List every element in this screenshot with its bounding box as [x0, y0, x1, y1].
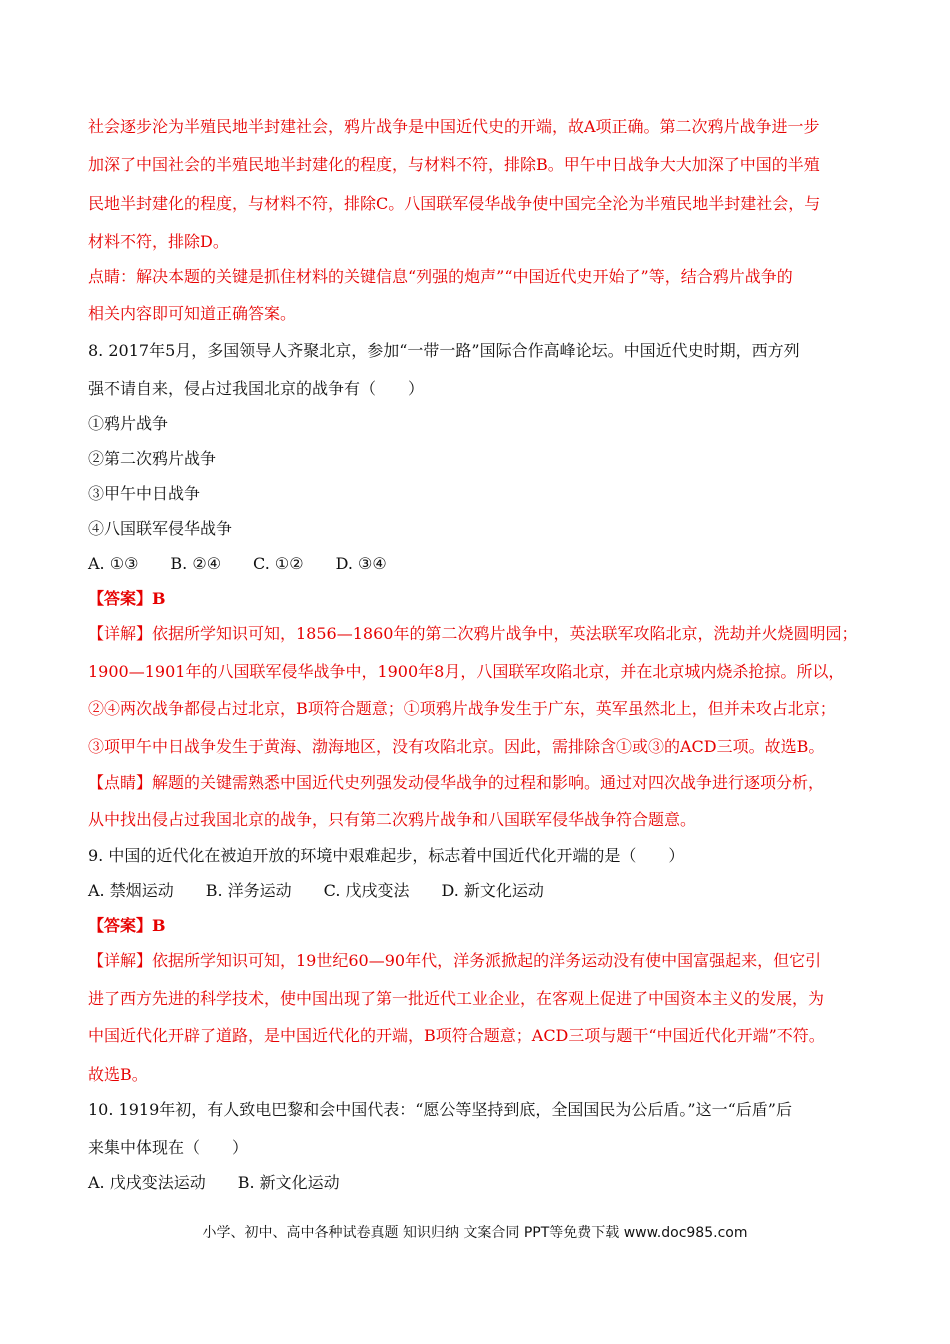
- remark-line: 相关内容即可知道正确答案。: [88, 304, 297, 323]
- question-10-options: A. 戊戌变法运动 B. 新文化运动: [88, 1173, 340, 1192]
- question-9-options: A. 禁烟运动 B. 洋务运动 C. 戊戌变法 D. 新文化运动: [88, 881, 544, 900]
- question-8-stem: 强不请自来，侵占过我国北京的战争有（ ）: [88, 379, 425, 398]
- explanation-line: 民地半封建化的程度，与材料不符，排除C。八国联军侵华战争使中国完全沦为半殖民地半封建社会，与: [88, 194, 821, 213]
- question-8-item: ④八国联军侵华战争: [88, 519, 233, 538]
- question-8-remark: 【点睛】解题的关键需熟悉中国近代史列强发动侵华战争的过程和影响。通过对四次战争进行逐项分析，: [88, 773, 825, 792]
- question-8-options: A. ①③ B. ②④ C. ①② D. ③④: [88, 554, 387, 573]
- question-9-stem: 9. 中国的近代化在被迫开放的环境中艰难起步，标志着中国近代化开端的是（ ）: [88, 846, 685, 865]
- question-9-detail: 进了西方先进的科学技术，使中国出现了第一批近代工业企业，在客观上促进了中国资本主义的发展，为: [88, 989, 825, 1008]
- question-8-item: ③甲午中日战争: [88, 484, 201, 503]
- remark-line: 点睛：解决本题的关键是抓住材料的关键信息“列强的炮声”“中国近代史开始了”等，结合鸦片战争的: [88, 267, 793, 286]
- explanation-line: 加深了中国社会的半殖民地半封建化的程度，与材料不符，排除B。甲午中日战争大大加深了中国的半殖: [88, 155, 820, 174]
- question-10-stem: 来集中体现在（ ）: [88, 1138, 249, 1157]
- page-footer: 小学、初中、高中各种试卷真题 知识归纳 文案合同 PPT等免费下载 www.doc985.com: [202, 1225, 748, 1241]
- question-9-detail: 【详解】依据所学知识可知，19世纪60—90年代，洋务派掀起的洋务运动没有使中国富强起来，但它引: [88, 951, 822, 970]
- question-8-remark: 从中找出侵占过我国北京的战争，只有第二次鸦片战争和八国联军侵华战争符合题意。: [88, 810, 697, 829]
- question-8-detail: 1900—1901年的八国联军侵华战争中，1900年8月，八国联军攻陷北京，并在北京城内烧杀抢掠。所以，: [88, 662, 845, 681]
- question-8-answer: 【答案】B: [88, 589, 166, 608]
- explanation-line: 材料不符，排除D。: [88, 232, 229, 251]
- question-8-item: ①鸦片战争: [88, 414, 169, 433]
- question-9-detail: 中国近代化开辟了道路，是中国近代化的开端，B项符合题意；ACD三项与题干“中国近代化开端”不符。: [88, 1026, 825, 1045]
- question-9-answer: 【答案】B: [88, 916, 166, 935]
- explanation-line: 社会逐步沦为半殖民地半封建社会，鸦片战争是中国近代史的开端，故A项正确。第二次鸦片战争进一步: [88, 117, 820, 136]
- question-8-detail: ②④两次战争都侵占过北京，B项符合题意；①项鸦片战争发生于广东，英军虽然北上，但并未攻占北京；: [88, 699, 836, 718]
- question-10-stem: 10. 1919年初，有人致电巴黎和会中国代表：“愿公等坚持到底，全国国民为公后盾。”这一“后盾”后: [88, 1100, 792, 1119]
- question-8-stem: 8. 2017年5月，多国领导人齐聚北京，参加“一带一路”国际合作高峰论坛。中国近代史时期，西方列: [88, 341, 800, 360]
- question-9-detail: 故选B。: [88, 1065, 148, 1084]
- question-8-detail: ③项甲午中日战争发生于黄海、渤海地区，没有攻陷北京。因此，需排除含①或③的ACD三项。故选B。: [88, 737, 825, 756]
- question-8-item: ②第二次鸦片战争: [88, 449, 217, 468]
- question-8-detail: 【详解】依据所学知识可知，1856—1860年的第二次鸦片战争中，英法联军攻陷北京，洗劫并火烧圆明园；: [88, 624, 858, 643]
